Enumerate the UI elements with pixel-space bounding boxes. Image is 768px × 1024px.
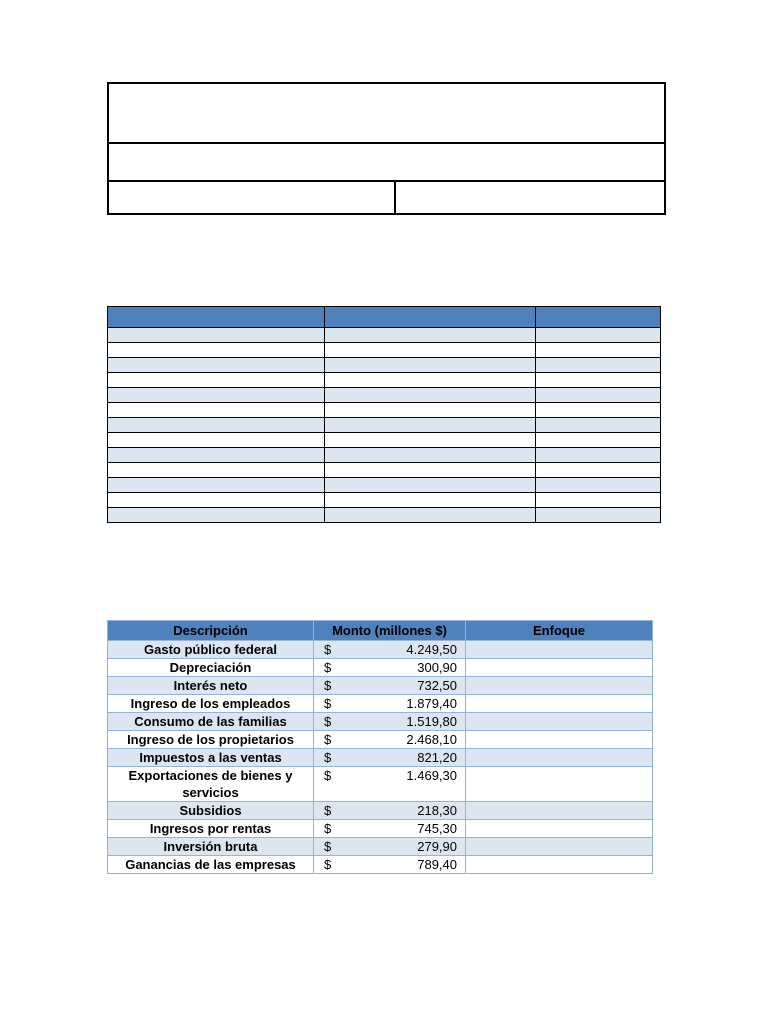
header-box (107, 82, 666, 215)
amount-value: 745,30 (417, 821, 457, 836)
empty-table-cell (325, 388, 536, 403)
header-monto: Monto (millones $) (314, 621, 466, 641)
row-amount (314, 731, 466, 749)
data-table (107, 620, 653, 874)
amount-value: 1.519,80 (406, 714, 457, 729)
empty-table-cell (536, 373, 661, 388)
row-amount (314, 749, 466, 767)
empty-table-cell (536, 403, 661, 418)
row-description: Inversión bruta (108, 838, 314, 856)
table-row (108, 677, 653, 695)
amount-value: 1.469,30 (406, 768, 457, 783)
empty-header-cell (108, 307, 325, 328)
empty-table-row (108, 373, 661, 388)
empty-table-row (108, 403, 661, 418)
empty-table-cell (536, 493, 661, 508)
empty-table-cell (108, 508, 325, 523)
currency-symbol: $ (324, 642, 332, 657)
currency-symbol: $ (324, 678, 332, 693)
row-enfoque[interactable] (466, 820, 653, 838)
empty-table-cell (325, 448, 536, 463)
row-description: Impuestos a las ventas (108, 749, 314, 767)
empty-header-cell (536, 307, 661, 328)
empty-table-cell (108, 433, 325, 448)
empty-table-cell (536, 478, 661, 493)
row-amount (314, 802, 466, 820)
row-description: Interés neto (108, 677, 314, 695)
row-enfoque[interactable] (466, 677, 653, 695)
data-table-header (108, 621, 653, 641)
amount-value: 2.468,10 (406, 732, 457, 747)
empty-table-row (108, 478, 661, 493)
amount-value: 1.879,40 (406, 696, 457, 711)
row-enfoque[interactable] (466, 713, 653, 731)
empty-table-row (108, 508, 661, 523)
currency-symbol: $ (324, 857, 332, 872)
empty-table-cell (325, 433, 536, 448)
table-row (108, 659, 653, 677)
table-row (108, 749, 653, 767)
empty-table-cell (536, 388, 661, 403)
row-amount (314, 856, 466, 874)
header-descripcion: Descripción (108, 621, 314, 641)
currency-symbol: $ (324, 803, 332, 818)
currency-symbol: $ (324, 696, 332, 711)
amount-value: 732,50 (417, 678, 457, 693)
currency-symbol: $ (324, 821, 332, 836)
row-amount (314, 659, 466, 677)
amount-value: 789,40 (417, 857, 457, 872)
table-row (108, 802, 653, 820)
row-enfoque[interactable] (466, 838, 653, 856)
empty-table-cell (325, 343, 536, 358)
table-row (108, 856, 653, 874)
empty-table-row (108, 433, 661, 448)
empty-table-cell (536, 508, 661, 523)
empty-table-cell (536, 418, 661, 433)
empty-table-cell (325, 358, 536, 373)
table-row (108, 767, 653, 802)
amount-value: 821,20 (417, 750, 457, 765)
empty-table-row (108, 463, 661, 478)
empty-table-cell (325, 478, 536, 493)
empty-table-cell (108, 448, 325, 463)
empty-table-row (108, 388, 661, 403)
row-enfoque[interactable] (466, 767, 653, 802)
header-subtitle-cell (109, 142, 664, 182)
row-amount (314, 713, 466, 731)
empty-table-cell (108, 388, 325, 403)
amount-value: 279,90 (417, 839, 457, 854)
table-row (108, 820, 653, 838)
empty-table-cell (325, 463, 536, 478)
row-enfoque[interactable] (466, 695, 653, 713)
row-amount (314, 641, 466, 659)
empty-table-cell (536, 358, 661, 373)
row-amount (314, 838, 466, 856)
empty-table-cell (108, 418, 325, 433)
empty-table-cell (108, 493, 325, 508)
row-amount (314, 695, 466, 713)
empty-table-cell (536, 463, 661, 478)
table-row (108, 695, 653, 713)
empty-table-cell (325, 403, 536, 418)
row-amount (314, 767, 466, 802)
empty-table-row (108, 418, 661, 433)
row-description: Ingresos por rentas (108, 820, 314, 838)
amount-value: 218,30 (417, 803, 457, 818)
empty-table-cell (325, 508, 536, 523)
amount-value: 4.249,50 (406, 642, 457, 657)
empty-table-cell (325, 328, 536, 343)
empty-table-row (108, 358, 661, 373)
table-row (108, 838, 653, 856)
currency-symbol: $ (324, 768, 332, 783)
empty-table-cell (108, 403, 325, 418)
header-left-cell (109, 180, 396, 213)
empty-header-cell (325, 307, 536, 328)
row-enfoque[interactable] (466, 731, 653, 749)
header-right-cell (396, 180, 664, 213)
row-enfoque[interactable] (466, 659, 653, 677)
empty-table-cell (536, 343, 661, 358)
header-title-cell (109, 84, 664, 144)
empty-table-cell (536, 433, 661, 448)
row-description: Ingreso de los propietarios (108, 731, 314, 749)
row-enfoque[interactable] (466, 641, 653, 659)
row-description: Ganancias de las empresas (108, 856, 314, 874)
empty-table-row (108, 448, 661, 463)
empty-table-cell (325, 493, 536, 508)
row-enfoque[interactable] (466, 802, 653, 820)
empty-table-cell (108, 328, 325, 343)
empty-table-cell (536, 448, 661, 463)
table-row (108, 713, 653, 731)
empty-table (107, 306, 661, 523)
currency-symbol: $ (324, 660, 332, 675)
row-enfoque[interactable] (466, 749, 653, 767)
row-enfoque[interactable] (466, 856, 653, 874)
row-amount (314, 820, 466, 838)
row-description: Subsidios (108, 802, 314, 820)
empty-table-cell (325, 418, 536, 433)
currency-symbol: $ (324, 839, 332, 854)
row-description: Exportaciones de bienes y servicios (108, 767, 314, 802)
currency-symbol: $ (324, 714, 332, 729)
currency-symbol: $ (324, 732, 332, 747)
table-row (108, 731, 653, 749)
table-row (108, 641, 653, 659)
empty-table-row (108, 343, 661, 358)
empty-table-cell (108, 358, 325, 373)
empty-table-row (108, 328, 661, 343)
row-description: Gasto público federal (108, 641, 314, 659)
row-description: Depreciación (108, 659, 314, 677)
empty-table-cell (325, 373, 536, 388)
row-amount (314, 677, 466, 695)
empty-table-row (108, 493, 661, 508)
row-description: Consumo de las familias (108, 713, 314, 731)
empty-table-cell (108, 463, 325, 478)
amount-value: 300,90 (417, 660, 457, 675)
header-enfoque: Enfoque (466, 621, 653, 641)
empty-table-cell (536, 328, 661, 343)
currency-symbol: $ (324, 750, 332, 765)
row-description: Ingreso de los empleados (108, 695, 314, 713)
empty-table-cell (108, 478, 325, 493)
empty-table-header (108, 307, 661, 328)
empty-table-cell (108, 373, 325, 388)
empty-table-cell (108, 343, 325, 358)
